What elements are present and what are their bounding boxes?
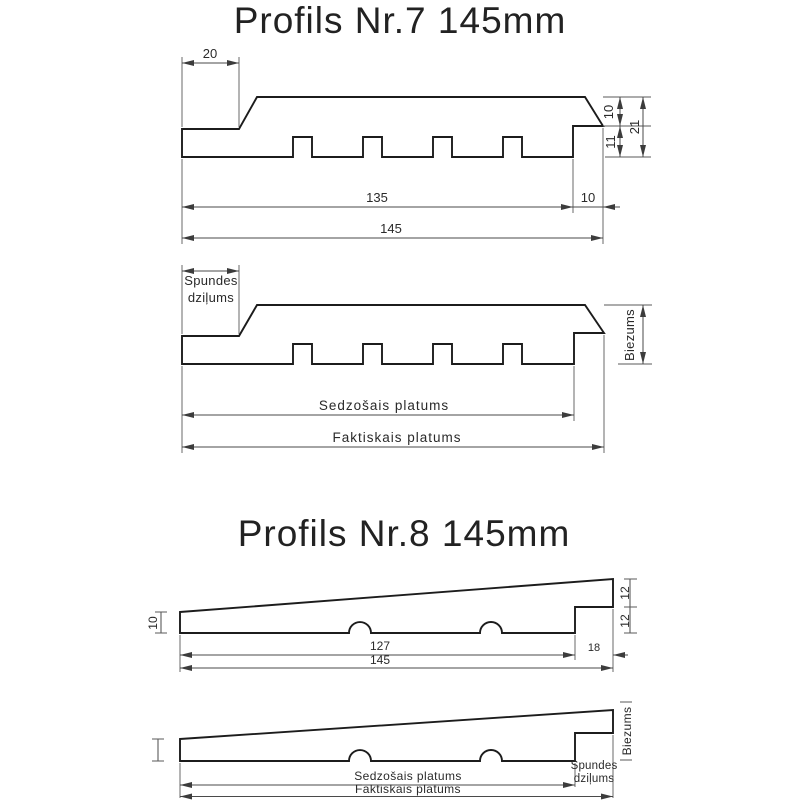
- dim-value-cover-width: 135: [366, 190, 388, 205]
- dim-value-total-thickness: 21: [627, 119, 642, 135]
- dim-right-thicknesses: [601, 97, 651, 157]
- dim-value-total-width: 145: [380, 221, 402, 236]
- profile7-dimensioned-view: [182, 46, 651, 244]
- label-cover-width-text: Sedzošais platums: [318, 398, 450, 413]
- profile7-labeled-view: [182, 265, 652, 453]
- label-rebate-line1: Spundes: [570, 760, 618, 772]
- label-rebate-depth: [571, 735, 618, 798]
- dim-right-12-12: [618, 579, 637, 633]
- profile7-title: Profils Nr.7 145mm: [233, 0, 567, 41]
- label-tongue-depth: [182, 265, 239, 334]
- dim-bottom-widths-p8: [180, 609, 628, 672]
- label-thickness-p8: [620, 702, 634, 760]
- profile7-outline: [182, 97, 603, 157]
- profile8-labeled-outline: [180, 710, 613, 761]
- profile8-title: Profils Nr.8 145mm: [237, 513, 571, 554]
- profile8-labeled-view: [152, 702, 634, 798]
- dim-value-underlap-height: 11: [603, 135, 618, 149]
- label-total-width-text-p8: Faktiskais platums: [355, 782, 461, 796]
- dim-left-thickness-10: [146, 612, 167, 633]
- dim-bottom-widths: [182, 128, 620, 244]
- dim-value-lip-width: 10: [580, 190, 596, 205]
- label-thickness: [604, 305, 652, 364]
- dim-left-thickness-bracket: [152, 739, 164, 761]
- label-cover-width-text-p8: Sedzošais platums: [354, 769, 462, 783]
- label-tongue-depth-line1: Spundes: [184, 273, 238, 288]
- label-widths: [182, 335, 604, 453]
- dim-value-rebate-width: 18: [587, 642, 601, 654]
- dim-value-tongue-width: 20: [202, 46, 218, 61]
- label-thickness-text: Biezums: [622, 309, 637, 361]
- label-total-width-text: Faktiskais platums: [332, 430, 462, 445]
- label-tongue-depth-line2: dziļums: [187, 290, 235, 305]
- dim-value-left-thickness: 10: [146, 616, 160, 630]
- profile7-labeled-outline: [182, 305, 604, 364]
- dim-tongue-width-20: [182, 46, 239, 127]
- dim-value-right-upper-thickness: 12: [618, 586, 632, 600]
- dim-value-rebate-height: 12: [618, 614, 632, 628]
- dim-value-cover-width-p8: 127: [369, 639, 391, 653]
- dim-value-lip-thickness: 10: [601, 104, 616, 120]
- label-thickness-text-p8: Biezums: [620, 706, 634, 756]
- profile8-dimensioned-view: [146, 579, 637, 672]
- label-rebate-line2: dziļums: [573, 773, 615, 785]
- dim-value-total-width-p8: 145: [369, 653, 391, 667]
- profile8-outline: [180, 579, 613, 633]
- label-widths-p8: [180, 763, 613, 798]
